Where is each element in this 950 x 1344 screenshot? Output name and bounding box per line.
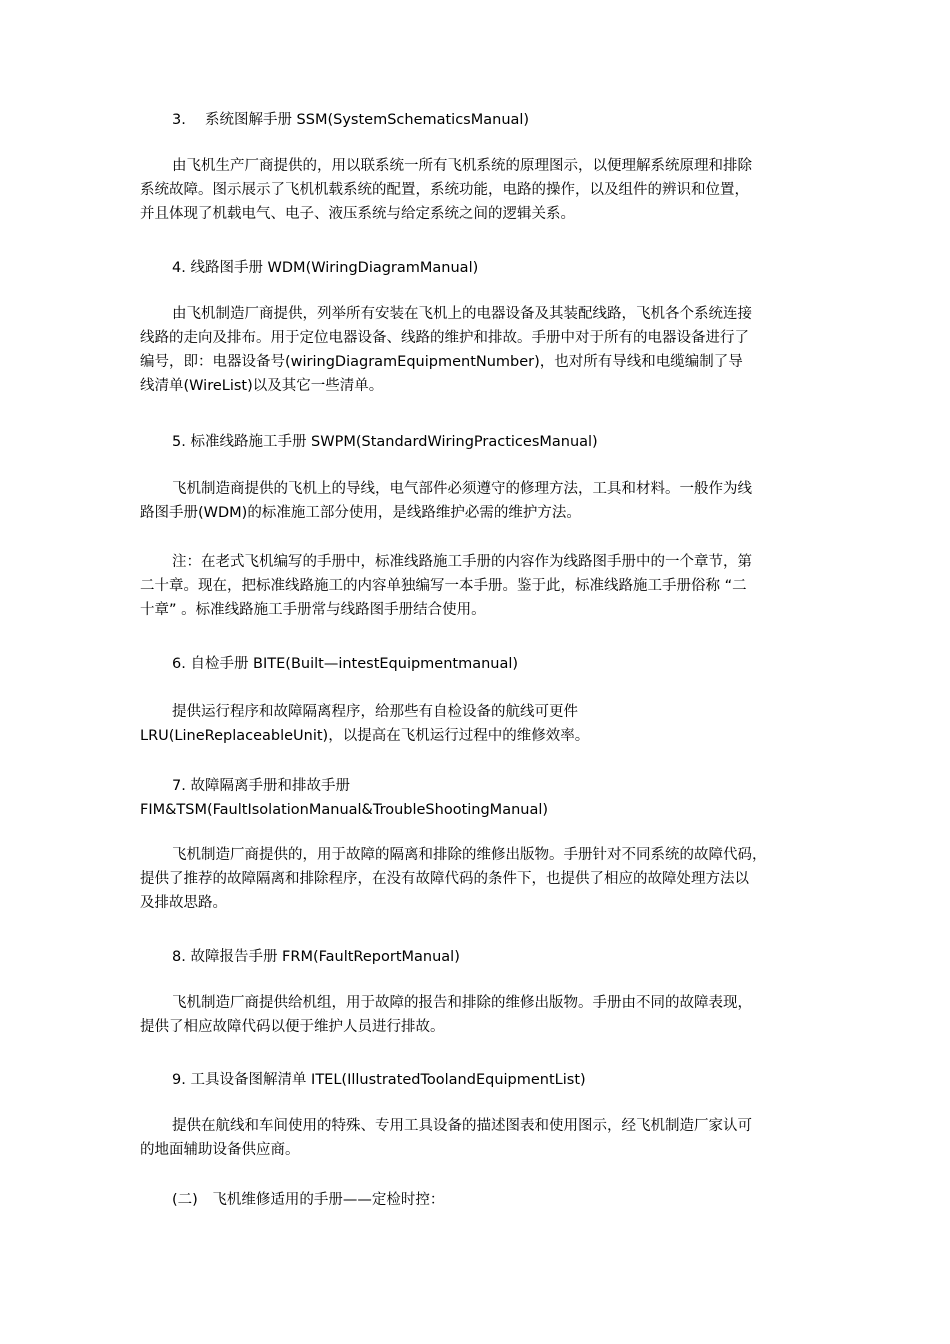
- paragraph-line: 飞机制造厂商提供给机组，用于故障的报告和排除的维修出版物。手册由不同的故障表现，: [172, 995, 752, 1011]
- heading-line: 5. 标准线路施工手册 SWPM(StandardWiringPracticesManual): [172, 434, 598, 450]
- heading-line: 8. 故障报告手册 FRM(FaultReportManual): [172, 949, 460, 965]
- paragraph-line: 由飞机生产厂商提供的，用以联系统一所有飞机系统的原理图示，以便理解系统原理和排除: [172, 158, 752, 174]
- section-3-heading: [140, 108, 820, 132]
- section-9-heading: [140, 1068, 820, 1092]
- paragraph-line: 线路的走向及排布。用于定位电器设备、线路的维护和排故。手册中对于所有的电器设备进行了: [140, 330, 749, 346]
- heading-line: 9. 工具设备图解清单 ITEL(IllustratedToolandEquipmentList): [172, 1072, 586, 1088]
- heading-line: FIM&TSM(FaultIsolationManual&TroubleShootingManual): [140, 802, 549, 818]
- paragraph-line: 注：在老式飞机编写的手册中，标准线路施工手册的内容作为线路图手册中的一个章节，第: [172, 554, 752, 570]
- paragraph-line: 十章” 。标准线路施工手册常与线路图手册结合使用。: [140, 602, 486, 618]
- section-8-heading: [140, 945, 820, 969]
- section-8-paragraph: [140, 991, 820, 1039]
- section-9-paragraph: [140, 1114, 820, 1162]
- paragraph-line: 路图手册(WDM)的标准施工部分使用，是线路维护必需的维护方法。: [140, 505, 581, 521]
- paragraph-line: 二十章。现在，把标准线路施工的内容单独编写一本手册。鉴于此，标准线路施工手册俗称 “二: [140, 578, 747, 594]
- section-4-paragraph: [140, 302, 820, 398]
- paragraph-line: 提供了相应故障代码以便于维护人员进行排故。: [140, 1019, 445, 1035]
- heading-line: 6. 自检手册 BITE(Built—intestEquipmentmanual): [172, 656, 519, 672]
- section-4-heading: [140, 256, 820, 280]
- section-7-heading: [140, 774, 820, 822]
- paragraph-line: 及排故思路。: [140, 895, 227, 911]
- section-6-heading: [140, 652, 820, 676]
- heading-line: 7. 故障隔离手册和排故手册: [172, 778, 350, 794]
- paragraph-line: LRU(LineReplaceableUnit)，以提高在飞机运行过程中的维修效率。: [140, 728, 590, 744]
- section-5-note: [140, 550, 820, 622]
- section-5-paragraph-1: [140, 477, 820, 525]
- paragraph-line: 并且体现了机载电气、电子、液压系统与给定系统之间的逻辑关系。: [140, 206, 575, 222]
- section-6-paragraph: [140, 700, 820, 748]
- section-3-paragraph: [140, 154, 820, 226]
- heading-line: (二) 飞机维修适用的手册——定检时控：: [172, 1192, 445, 1208]
- paragraph-line: 系统故障。图示展示了飞机机载系统的配置，系统功能，电路的操作，以及组件的辨识和位置，: [140, 182, 749, 198]
- section-7-paragraph: [140, 843, 820, 915]
- paragraph-line: 提供运行程序和故障隔离程序，给那些有自检设备的航线可更件: [172, 704, 578, 720]
- part-2-heading: [140, 1188, 820, 1212]
- paragraph-line: 编号，即：电器设备号(wiringDiagramEquipmentNumber)，也对所有导线和电缆编制了导: [140, 354, 743, 370]
- paragraph-line: 线清单(WireList)以及其它一些清单。: [140, 378, 384, 394]
- heading-line: 3. 系统图解手册 SSM(SystemSchematicsManual): [172, 112, 530, 128]
- paragraph-line: 飞机制造厂商提供的，用于故障的隔离和排除的维修出版物。手册针对不同系统的故障代码，: [172, 847, 767, 863]
- paragraph-line: 由飞机制造厂商提供，列举所有安装在飞机上的电器设备及其装配线路，飞机各个系统连接: [172, 306, 752, 322]
- paragraph-line: 提供了推荐的故障隔离和排除程序，在没有故障代码的条件下，也提供了相应的故障处理方法以: [140, 871, 749, 887]
- paragraph-line: 飞机制造商提供的飞机上的导线，电气部件必须遵守的修理方法，工具和材料。一般作为线: [172, 481, 752, 497]
- paragraph-line: 提供在航线和车间使用的特殊、专用工具设备的描述图表和使用图示，经飞机制造厂家认可: [172, 1118, 752, 1134]
- paragraph-line: 的地面辅助设备供应商。: [140, 1142, 300, 1158]
- heading-line: 4. 线路图手册 WDM(WiringDiagramManual): [172, 260, 479, 276]
- section-5-heading: [140, 430, 820, 454]
